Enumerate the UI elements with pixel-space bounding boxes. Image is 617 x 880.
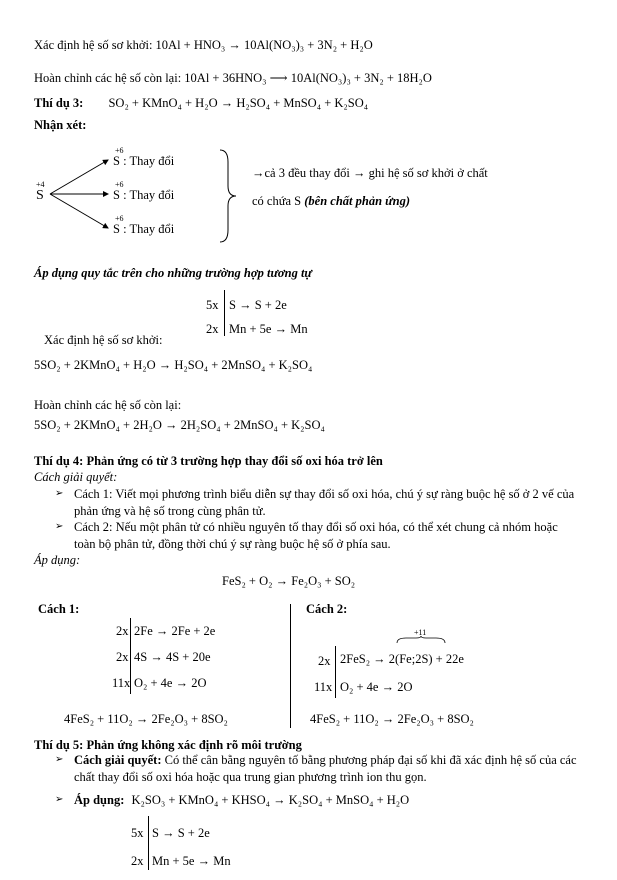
c2-overbrace-label: +11 — [414, 628, 427, 637]
c2-coef-1: 2x — [318, 654, 331, 668]
brace-note-s: S — [294, 194, 302, 208]
xd-label: Xác định hệ số sơ khởi: — [44, 333, 163, 347]
ex5-h1-coef: 5x — [131, 826, 144, 840]
c1-eq-2: 4S → 4S + 20e — [134, 650, 211, 664]
apdung-title: Áp dụng quy tắc trên cho những trường hợp tương tự — [34, 266, 312, 280]
c2-bar — [335, 646, 336, 698]
s-item-2-ox: +6 — [115, 180, 124, 189]
brace-note-2 — [252, 194, 410, 209]
half2-coef: 2x — [206, 322, 219, 336]
ex5-equation: K₂SO₃ + KMnO₄ + KHSO₄ → K₂SO₄ + MnSO₄ + H₂O — [131, 793, 410, 807]
bullet-icon: ➢ — [55, 488, 64, 499]
ex5-cg2-text: chất thay đổi số oxi hóa hoặc qua trung gian phương trình ion thu gọn. — [74, 770, 427, 784]
bullet-icon: ➢ — [55, 794, 64, 805]
c2-overbrace — [396, 636, 446, 644]
c1-result: 4FeS₂ + 11O₂ → 2Fe₂O₃ + 8SO₂ — [64, 712, 228, 726]
bullet-icon: ➢ — [55, 521, 64, 532]
cach1-label: Cách 1: — [38, 602, 80, 616]
right-brace — [218, 148, 240, 244]
ex5-cg-row — [74, 753, 577, 768]
brace-note-2b: (bên chất phản ứng) — [301, 194, 411, 208]
example3-label: Thí dụ 3: — [34, 96, 84, 110]
half1-coef: 5x — [206, 298, 219, 312]
line-hoan-chinh — [34, 70, 432, 86]
c1-eq-3: O₂ + 4e → 2O — [134, 676, 207, 690]
nhan-xet-heading: Nhận xét: — [34, 118, 87, 132]
c1-coef-2: 2x — [116, 650, 129, 664]
c2-eq-2: O₂ + 4e → 2O — [340, 680, 413, 694]
half-divider — [224, 290, 225, 336]
cach1-text: Cách 1: Viết mọi phương trình biểu diễn sự thay đổi số oxi hóa, chú ý sự ràng buộc hệ số ở 2 vế của — [74, 487, 575, 501]
example3-equation: SO₂ + KMnO₄ + H₂O → H₂SO₄ + MnSO₄ + K₂SO₄ — [108, 96, 369, 110]
hc-label: Hoàn chỉnh các hệ số còn lại: — [34, 398, 182, 412]
eq-hoan-chinh: 5SO₂ + 2KMnO₄ + 2H₂O → 2H₂SO₄ + 2MnSO₄ + K₂SO₄ — [34, 418, 325, 432]
ex5-cg-label: Cách giải quyết: — [74, 753, 162, 767]
ex5-h1-eq: S → S + 2e — [152, 826, 210, 840]
cach1b-text: phản ứng và hệ số trong cùng phân tử. — [74, 504, 266, 518]
cach-giai-label: Cách giải quyết: — [34, 470, 118, 484]
s-left: S — [36, 188, 44, 203]
brace-note-2a: có chứa — [252, 194, 295, 208]
bullet-icon: ➢ — [55, 754, 64, 765]
s-item-1-ox: +6 — [115, 146, 124, 155]
ex5-bar — [148, 816, 149, 870]
ex5-h2-eq: Mn + 5e → Mn — [152, 854, 231, 868]
ex5-ad-label: Áp dụng: — [74, 793, 125, 807]
example5-title: Thí dụ 5: Phản ứng không xác định rõ môi trường — [34, 738, 302, 752]
ex5-cg-text: Có thể cân bằng nguyên tố bằng phương pháp đại số khi đã xác định hệ số của các — [161, 753, 577, 767]
xd-row — [44, 333, 162, 348]
eq-so-khoi: 5SO₂ + 2KMnO₄ + H₂O → H₂SO₄ + 2MnSO₄ + K₂SO₄ — [34, 358, 313, 372]
half1-eq: S → S + 2e — [229, 298, 287, 312]
s-item-3-ox: +6 — [115, 214, 124, 223]
line1-text: Xác định hệ số sơ khởi: 10Al + HNO₃ → 10Al(NO₃)₃ + 3N₂ + H₂O — [34, 38, 373, 52]
method-divider — [290, 604, 291, 728]
c2-eq-1: 2FeS₂ → 2(Fe;2S) + 22e — [340, 652, 464, 666]
line2-text: Hoàn chỉnh các hệ số còn lại: 10Al + 36HNO₃ ⟶ 10Al(NO₃)₃ + 3N₂ + 18H₂O — [34, 71, 432, 85]
ex5-ad-row — [74, 793, 409, 808]
s-item-2: S : Thay đổi — [113, 188, 175, 202]
c1-eq-1: 2Fe → 2Fe + 2e — [134, 624, 216, 638]
ex4-equation: FeS₂ + O₂ → Fe₂O₃ + SO₂ — [222, 574, 356, 588]
s-left-ox: +4 — [36, 180, 45, 189]
cach2-label: Cách 2: — [306, 602, 348, 616]
s-item-3: S : Thay đổi — [113, 222, 175, 236]
ex5-h2-coef: 2x — [131, 854, 144, 868]
example3-row — [34, 96, 368, 111]
c2-coef-2: 11x — [314, 680, 333, 694]
half2-eq: Mn + 5e → Mn — [229, 322, 308, 336]
example4-title: Thí dụ 4: Phản ứng có từ 3 trường hợp thay đổi số oxi hóa trở lên — [34, 454, 383, 468]
cach2-text: Cách 2: Nếu một phân tử có nhiều nguyên tố thay đổi số oxi hóa, có thể xét chung cả nhóm hoặc — [74, 520, 558, 534]
brace-note-1: →cả 3 đều thay đổi → ghi hệ số sơ khởi ở chất — [252, 166, 488, 180]
c1-coef-3: 11x — [112, 676, 131, 690]
s-item-1: S : Thay đổi — [113, 154, 175, 168]
branch-arrows — [46, 150, 116, 240]
c1-coef-1: 2x — [116, 624, 129, 638]
c2-result: 4FeS₂ + 11O₂ → 2Fe₂O₃ + 8SO₂ — [310, 712, 474, 726]
cach2b-text: toàn bộ phân tử, đồng thời chú ý sự ràng buộc hệ số ở phía sau. — [74, 537, 391, 551]
line-xac-dinh-so-khoi — [34, 38, 373, 53]
apdung-label: Áp dụng: — [34, 553, 81, 567]
